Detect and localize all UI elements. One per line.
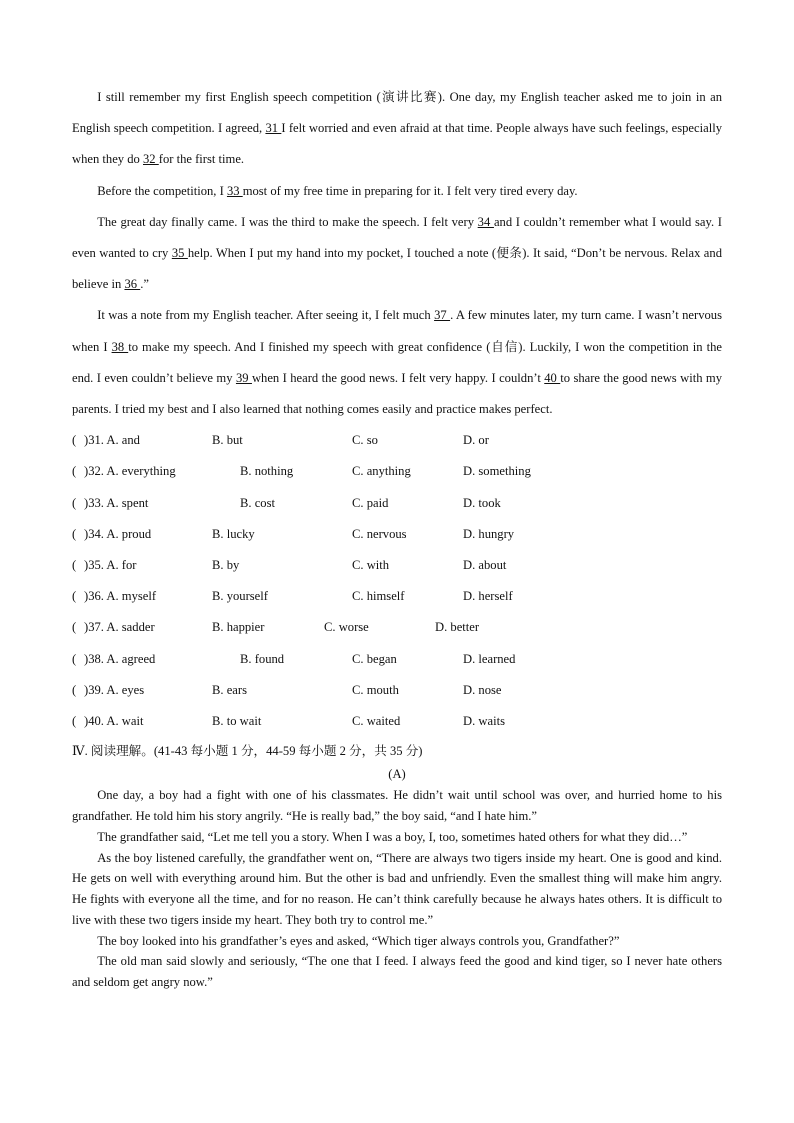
worksheet-page [72, 82, 722, 993]
option-d: D. nose [463, 682, 502, 697]
question-31 [72, 425, 722, 456]
cloze-paragraph: Before the competition, I 33 most of my free time in preparing for it. I felt very tired every day. [97, 183, 578, 198]
option-a: )32. A. everything [84, 464, 176, 479]
cloze-paragraph: It was a note from my English teacher. After seeing it, I felt much 37 . A few minutes later, my turn came. I wasn’t nervous when I 38 to make my speech. And I finished my speech with great confidence (自信). Luckily, I won the competition in the end. I even couldn’t believe my 39 when I heard the good news. I felt very happy. I couldn’t 40 to share the good news with my parents. I tried my best and I also learned that nothing comes easily and practice makes perfect. [72, 308, 722, 417]
option-c: C. waited [352, 713, 401, 728]
option-c: C. so [352, 433, 378, 448]
blank-38: 38 [111, 339, 129, 354]
question-32 [72, 456, 722, 487]
blank-35: 35 [171, 246, 188, 261]
option-b: B. cost [240, 495, 275, 510]
blank-37: 37 [434, 308, 451, 323]
options-list [72, 425, 722, 737]
option-c: C. worse [324, 620, 369, 635]
option-b: B. but [212, 433, 243, 448]
option-a: )40. A. wait [84, 713, 144, 728]
question-35 [72, 550, 722, 581]
blank-39: 39 [235, 370, 252, 385]
answer-paren: ( [72, 713, 77, 728]
option-a: )35. A. for [84, 557, 137, 572]
answer-paren: ( [72, 589, 77, 604]
answer-paren: ( [72, 433, 77, 448]
passage-label: (A) [388, 767, 406, 782]
option-a: )31. A. and [84, 433, 140, 448]
option-a: )36. A. myself [84, 589, 157, 604]
question-33 [72, 488, 722, 519]
option-c: C. paid [352, 495, 389, 510]
option-b: B. happier [212, 620, 265, 635]
answer-paren: ( [72, 557, 77, 572]
option-c: C. began [352, 651, 397, 666]
answer-paren: ( [72, 620, 77, 635]
option-c: C. mouth [352, 682, 399, 697]
blank-34: 34 [477, 214, 494, 229]
option-d: D. took [463, 495, 501, 510]
option-d: D. herself [463, 589, 513, 604]
reading-paragraph: The grandfather said, “Let me tell you a story. When I was a boy, I, too, sometimes hated others for what they did…” [97, 829, 688, 844]
question-34 [72, 519, 722, 550]
answer-paren: ( [72, 495, 77, 510]
section-title: Ⅳ. 阅读理解。(41-43 每小题 1 分，44-59 每小题 2 分，共 35 分) [72, 744, 423, 759]
question-36 [72, 581, 722, 612]
answer-paren: ( [72, 651, 77, 666]
option-d: D. learned [463, 651, 516, 666]
blank-33: 33 [226, 183, 243, 198]
option-d: D. about [463, 557, 507, 572]
blank-40: 40 [544, 370, 561, 385]
option-a: )34. A. proud [84, 526, 152, 541]
question-40 [72, 706, 722, 737]
option-b: B. found [240, 651, 285, 666]
option-b: B. yourself [212, 589, 268, 604]
option-b: B. nothing [240, 464, 294, 479]
option-d: D. waits [463, 713, 505, 728]
option-a: )37. A. sadder [84, 620, 155, 635]
question-39 [72, 675, 722, 706]
cloze-passage [72, 82, 722, 425]
option-d: D. better [435, 620, 480, 635]
reading-paragraph: The old man said slowly and seriously, “The one that I feed. I always feed the good and kind tiger, so I never hate others and seldom get angry now.” [72, 954, 722, 990]
cloze-paragraph: I still remember my first English speech competition (演讲比赛). One day, my English teacher asked me to join in an English speech competition. I agreed, 31 I felt worried and even afraid at that time. People always have such feelings, especially when they do 32 for the first time. [72, 90, 722, 167]
cloze-paragraph: The great day finally came. I was the third to make the speech. I felt very 34 and I couldn’t remember what I would say. I even wanted to cry 35 help. When I put my hand into my pocket, I touched a note (便条). It said, “Don’t be nervous. Relax and believe in 36 .” [72, 214, 722, 292]
reading-passage [72, 785, 722, 993]
blank-32: 32 [143, 152, 159, 167]
blank-36: 36 [124, 277, 141, 292]
reading-paragraph: As the boy listened carefully, the grandfather went on, “There are always two tigers inside my heart. One is good and kind. He gets on well with everything around him. But the other is bad and unfriendly. Even the smallest thing will make him angry. He fights with everyone all the time, and for no reason. He can’t think carefully because he always hates others. It is difficult to live with these two tigers inside my heart. They both try to control me.” [72, 850, 722, 927]
blank-31: 31 [265, 121, 282, 136]
option-a: )38. A. agreed [84, 651, 156, 666]
answer-paren: ( [72, 682, 77, 697]
answer-paren: ( [72, 526, 77, 541]
answer-paren: ( [72, 464, 77, 479]
option-b: B. by [212, 557, 240, 572]
option-d: D. or [463, 433, 489, 448]
option-c: C. nervous [352, 526, 407, 541]
option-c: C. with [352, 557, 390, 572]
question-38 [72, 644, 722, 675]
option-d: D. something [463, 464, 531, 479]
reading-paragraph: One day, a boy had a fight with one of his classmates. He didn’t wait until school was over, and hurried home to his grandfather. He told him his story angrily. “He is really bad,” the boy said, “and I hate him.” [72, 788, 722, 823]
option-b: B. lucky [212, 526, 255, 541]
reading-paragraph: The boy looked into his grandfather’s eyes and asked, “Which tiger always controls you, Grandfather?” [97, 933, 620, 948]
option-b: B. ears [212, 682, 247, 697]
option-c: C. himself [352, 589, 405, 604]
option-c: C. anything [352, 464, 411, 479]
option-a: )33. A. spent [84, 495, 149, 510]
option-d: D. hungry [463, 526, 515, 541]
question-37 [72, 612, 722, 643]
option-b: B. to wait [212, 713, 262, 728]
option-a: )39. A. eyes [84, 682, 145, 697]
